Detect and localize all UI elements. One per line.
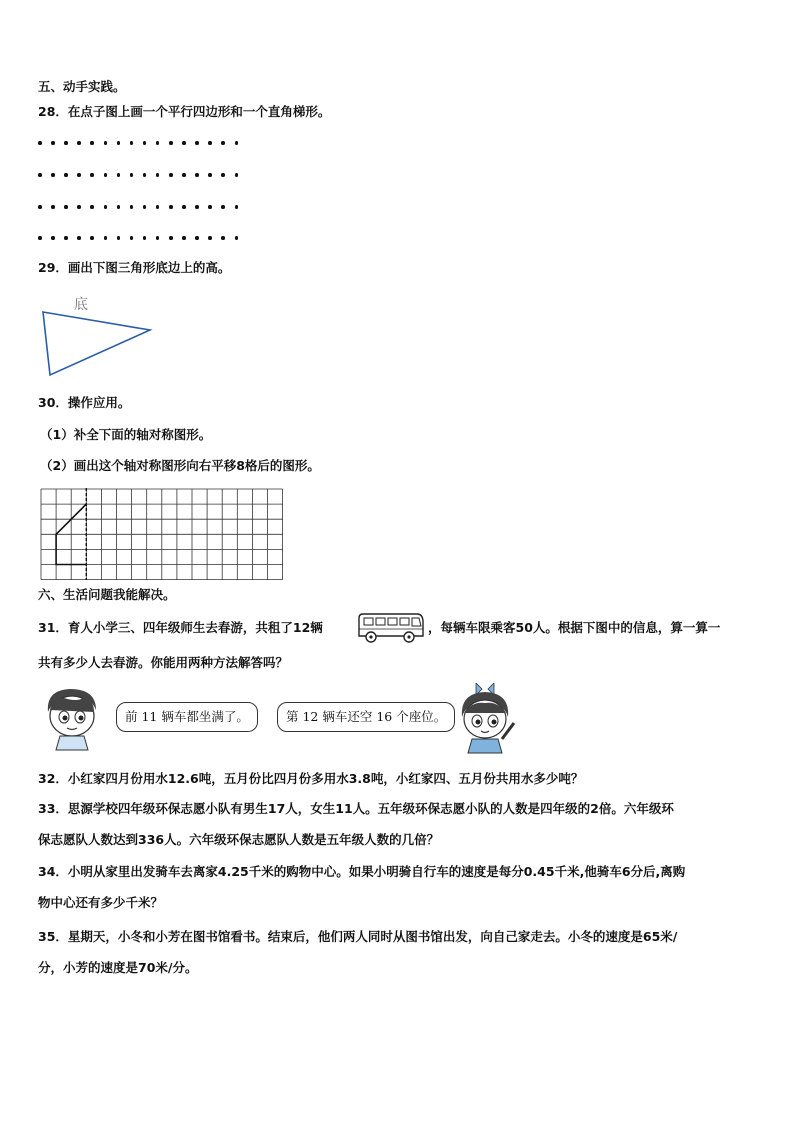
- grid-dot: [169, 173, 173, 177]
- grid-dot: [156, 141, 160, 145]
- grid-dot: [104, 205, 108, 209]
- grid-dot: [38, 236, 42, 240]
- dot-row: [38, 141, 238, 145]
- dot-row: [38, 173, 238, 177]
- question-30-part-2: （2）画出这个轴对称图形向右平移8格后的图形。: [40, 458, 320, 473]
- dot-row: [38, 236, 238, 240]
- grid-dot: [195, 173, 199, 177]
- grid-dot: [169, 205, 173, 209]
- grid-dot: [77, 236, 81, 240]
- grid-dot: [77, 173, 81, 177]
- grid-dot: [130, 205, 134, 209]
- grid-dot: [104, 141, 108, 145]
- grid-dot: [117, 236, 121, 240]
- grid-dot: [77, 141, 81, 145]
- question-35-line-2: 分，小芳的速度是70米/分。: [38, 960, 198, 975]
- grid-dot: [221, 173, 225, 177]
- grid-dot: [90, 205, 94, 209]
- grid-dot: [195, 236, 199, 240]
- grid-dot: [51, 205, 55, 209]
- grid-dot: [90, 173, 94, 177]
- grid-dot: [182, 141, 186, 145]
- question-28: 28．在点子图上画一个平行四边形和一个直角梯形。: [38, 104, 331, 119]
- grid-dot: [182, 205, 186, 209]
- speech-bubble-boy: 前 11 辆车都坐满了。: [116, 702, 258, 732]
- grid-dot: [208, 205, 212, 209]
- section-5-title: 五、动手实践。: [38, 79, 126, 94]
- question-31-line-2: 共有多少人去春游。你能用两种方法解答吗？: [38, 655, 289, 670]
- grid-dot: [208, 236, 212, 240]
- question-30-part-1: （1）补全下面的轴对称图形。: [40, 427, 212, 442]
- grid-dot: [51, 141, 55, 145]
- grid-dot: [104, 173, 108, 177]
- grid-dot: [156, 173, 160, 177]
- grid-dot: [235, 173, 239, 177]
- grid-dot: [195, 205, 199, 209]
- grid-dot: [51, 236, 55, 240]
- grid-dot: [64, 173, 68, 177]
- question-32: 32．小红家四月份用水12.6吨，五月份比四月份多用水3.8吨，小红家四、五月份共用水多少吨？: [38, 771, 584, 786]
- triangle-figure[interactable]: [38, 290, 158, 380]
- question-33-line-1: 33．思源学校四年级环保志愿小队有男生17人，女生11人。五年级环保志愿小队的人数是四年级的2倍。六年级环: [38, 801, 674, 816]
- grid-dot: [169, 141, 173, 145]
- grid-dot: [130, 173, 134, 177]
- question-30: 30．操作应用。: [38, 395, 131, 410]
- grid-dot: [143, 236, 147, 240]
- grid-dot: [51, 173, 55, 177]
- boy-avatar: [40, 686, 108, 752]
- question-31-part-b: ，每辆车限乘客50人。根据下图中的信息，算一算一: [428, 620, 721, 635]
- grid-dot: [156, 236, 160, 240]
- grid-dot: [38, 141, 42, 145]
- grid-dot: [221, 205, 225, 209]
- bus-icon: [355, 610, 427, 646]
- dot-row: [38, 205, 238, 209]
- speech-bubble-girl: 第 12 辆车还空 16 个座位。: [277, 702, 455, 732]
- grid-dot: [130, 141, 134, 145]
- grid-dot: [221, 236, 225, 240]
- section-6-title: 六、生活问题我能解决。: [38, 587, 176, 602]
- question-34-line-1: 34．小明从家里出发骑车去离家4.25千米的购物中心。如果小明骑自行车的速度是每分0.45千米,他骑车6分后,离购: [38, 864, 686, 879]
- square-grid[interactable]: [40, 488, 286, 580]
- grid-dot: [221, 141, 225, 145]
- grid-dot: [235, 141, 239, 145]
- grid-dot: [117, 141, 121, 145]
- grid-dot: [182, 236, 186, 240]
- grid-dot: [169, 236, 173, 240]
- grid-dot: [143, 141, 147, 145]
- question-31-part-a: 31．育人小学三、四年级师生去春游，共租了12辆: [38, 620, 323, 635]
- grid-dot: [64, 141, 68, 145]
- question-35-line-1: 35．星期天，小冬和小芳在图书馆看书。结束后，他们两人同时从图书馆出发，向自己家走去。小冬的速度是65米/: [38, 929, 678, 944]
- grid-dot: [77, 205, 81, 209]
- grid-dot: [64, 236, 68, 240]
- grid-dot: [208, 173, 212, 177]
- base-label: 底: [74, 297, 88, 313]
- question-34-line-2: 物中心还有多少千米？: [38, 895, 164, 910]
- grid-dot: [143, 173, 147, 177]
- question-29: 29．画出下图三角形底边上的高。: [38, 260, 231, 275]
- grid-dot: [195, 141, 199, 145]
- grid-dot: [90, 236, 94, 240]
- grid-dot: [64, 205, 68, 209]
- grid-dot: [235, 236, 239, 240]
- grid-dot: [117, 205, 121, 209]
- grid-dot: [208, 141, 212, 145]
- grid-dot: [38, 205, 42, 209]
- grid-dot: [182, 173, 186, 177]
- grid-dot: [38, 173, 42, 177]
- grid-dot: [117, 173, 121, 177]
- question-33-line-2: 保志愿队人数达到336人。六年级环保志愿队人数是五年级人数的几倍？: [38, 832, 440, 847]
- grid-dot: [90, 141, 94, 145]
- girl-avatar: [452, 683, 522, 755]
- grid-dot: [143, 205, 147, 209]
- triangle-shape: [43, 312, 150, 375]
- grid-dot: [235, 205, 239, 209]
- grid-dot: [104, 236, 108, 240]
- grid-dot: [130, 236, 134, 240]
- grid-dot: [156, 205, 160, 209]
